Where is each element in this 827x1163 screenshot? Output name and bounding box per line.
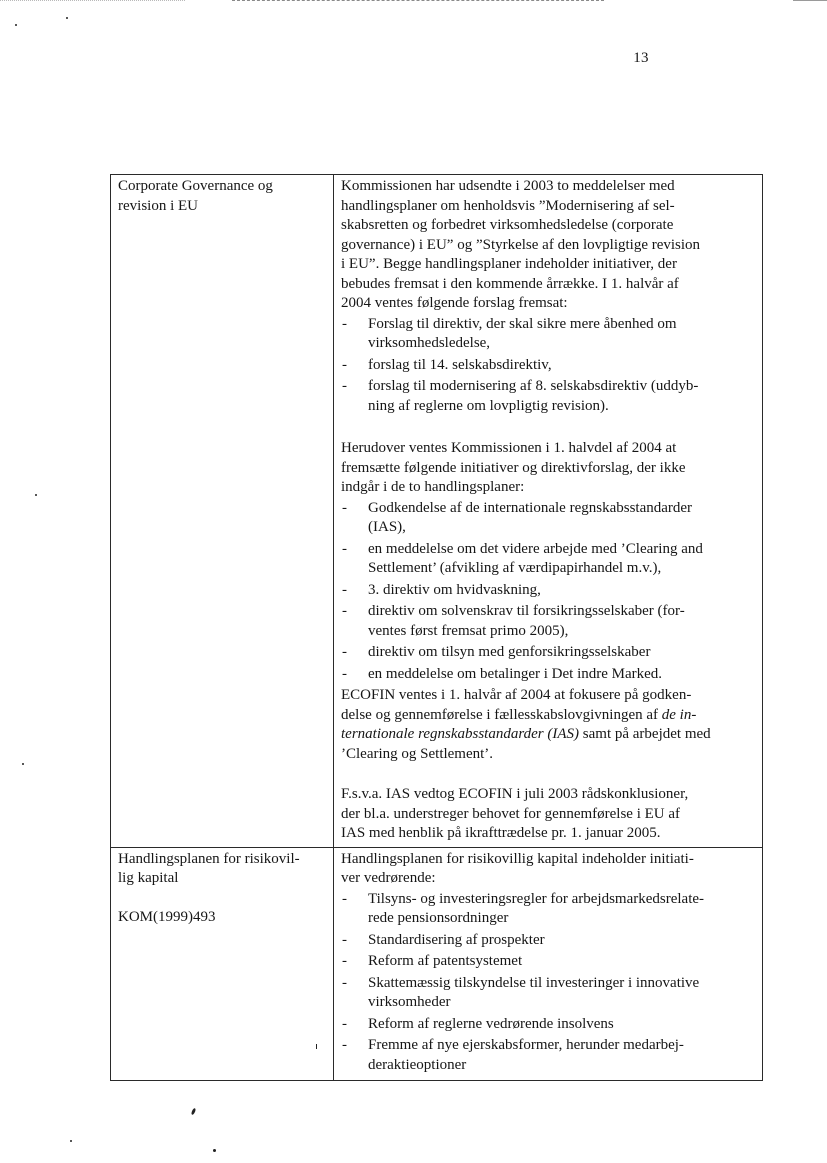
list-item	[341, 665, 758, 685]
topic-cell	[111, 175, 334, 848]
paragraph-text: ECOFIN ventes i 1. halvår af 2004 at fokusere på godken- delse og gennemførelse i fællesskabslovgivningen af	[341, 687, 692, 723]
paragraph: Handlingsplanen for risikovillig kapital indeholder initiati- ver vedrørende:	[341, 850, 694, 886]
list-item	[341, 1036, 758, 1075]
dash-bullet-icon: -	[342, 931, 347, 948]
description-cell	[334, 175, 763, 848]
page-number: 13	[633, 50, 649, 66]
dash-bullet-icon: -	[342, 890, 347, 907]
dash-bullet-icon: -	[342, 603, 347, 619]
dash-bullet-icon: -	[342, 1037, 347, 1053]
list-item-text: Fremme af nye ejerskabsformer, herunder medarbej- deraktieoptioner	[368, 1037, 684, 1073]
dash-bullet-icon: -	[342, 315, 347, 332]
dash-bullet-icon: -	[342, 953, 347, 969]
scan-speck	[191, 1108, 197, 1116]
paragraph-spacer	[341, 418, 758, 439]
list-item	[341, 602, 758, 641]
topic-title: Corporate Governance og revision i EU	[118, 178, 273, 214]
dash-bullet-icon: -	[342, 644, 347, 660]
dash-list	[341, 499, 758, 685]
dash-bullet-icon: -	[342, 356, 347, 373]
list-item-text: en meddelelse om betalinger i Det indre Marked.	[368, 665, 663, 682]
list-item	[341, 890, 758, 929]
scan-speck	[70, 1140, 72, 1142]
italic-term: de in- ternationale regnskabsstandarder (IAS)	[341, 706, 697, 742]
list-item	[341, 540, 758, 579]
list-item	[341, 952, 758, 972]
table-row	[111, 175, 763, 848]
list-item-text: direktiv om solvenskrav til forsikringsselskaber (for- ventes først fremsat primo 2005),	[368, 603, 685, 639]
table-row	[111, 847, 763, 1081]
list-item	[341, 356, 758, 376]
list-item-text: Standardisering af prospekter	[368, 931, 545, 948]
scan-speck	[35, 494, 37, 496]
list-item	[341, 315, 758, 354]
list-item-text: direktiv om tilsyn med genforsikringsselskaber	[368, 644, 651, 660]
topic-cell	[111, 847, 334, 1081]
scan-speck	[15, 24, 17, 26]
description-cell	[334, 847, 763, 1081]
paragraph-text: samt på arbejdet med ’Clearing og Settlement’.	[341, 726, 711, 762]
scan-speck	[316, 1044, 317, 1049]
list-item-text: Skattemæssig tilskyndelse til investeringer i innovative virksomheder	[368, 974, 700, 1010]
list-item	[341, 974, 758, 1013]
document-reference: KOM(1999)493	[118, 908, 216, 925]
dash-bullet-icon: -	[342, 378, 347, 394]
scan-speck	[22, 763, 24, 765]
dash-bullet-icon: -	[342, 1015, 347, 1032]
paragraph: F.s.v.a. IAS vedtog ECOFIN i juli 2003 rådskonklusioner, der bl.a. understreger behovet for gennemførelse i EU af IAS med henblik på ikrafttrædelse pr. 1. januar 2005.	[341, 786, 689, 841]
list-item-text: forslag til modernisering af 8. selskabsdirektiv (uddyb- ning af reglerne om lovpligtig revision).	[368, 378, 699, 414]
dash-list	[341, 890, 758, 1076]
scan-edge-mark	[232, 0, 604, 1]
list-item-text: Godkendelse af de internationale regnskabsstandarder (IAS),	[368, 499, 693, 535]
list-item-text: Tilsyns- og investeringsregler for arbejdsmarkedsrelate- rede pensionsordninger	[368, 890, 705, 926]
dash-bullet-icon: -	[342, 974, 347, 991]
paragraph: Kommissionen har udsendte i 2003 to meddelelser med handlingsplaner om henholdsvis ”Modernisering af sel- skabsretten og forbedret virksomhedsledelse (corporate governance) i EU” og ”Styrkelse af den lovpligtige revision i EU”. Begge handlingsplaner indeholder initiativer, der bebudes fremsat i den kommende årrække. I 1. halvår af 2004 ventes følgende forslag fremsat:	[341, 178, 701, 311]
list-item-text: forslag til 14. selskabsdirektiv,	[368, 356, 552, 373]
paragraph	[341, 686, 758, 764]
list-item-text: Reform af patentsystemet	[368, 953, 523, 969]
policy-table-body	[111, 175, 763, 1081]
paragraph: Herudover ventes Kommissionen i 1. halvdel af 2004 at fremsætte følgende initiativer og direktivforslag, der ikke indgår i de to handlingsplaner:	[341, 440, 686, 495]
dash-bullet-icon: -	[342, 581, 347, 598]
list-item	[341, 581, 758, 601]
list-item	[341, 377, 758, 416]
scan-speck	[66, 17, 68, 19]
dash-bullet-icon: -	[342, 665, 347, 682]
dash-list	[341, 315, 758, 417]
dash-bullet-icon: -	[342, 540, 347, 557]
list-item	[341, 1015, 758, 1035]
list-item-text: 3. direktiv om hvidvaskning,	[368, 581, 541, 598]
list-item	[341, 931, 758, 951]
policy-table	[110, 174, 763, 1081]
list-item	[341, 643, 758, 663]
scan-edge-mark	[793, 0, 827, 1]
scan-speck	[213, 1149, 216, 1152]
list-item	[341, 499, 758, 538]
dash-bullet-icon: -	[342, 499, 347, 516]
paragraph-spacer	[341, 764, 758, 785]
list-item-text: Forslag til direktiv, der skal sikre mere åbenhed om virksomhedsledelse,	[368, 315, 677, 351]
scan-edge-mark	[0, 0, 185, 1]
list-item-text: en meddelelse om det videre arbejde med ’Clearing and Settlement’ (afvikling af værdipapirhandel m.v.),	[368, 540, 703, 576]
list-item-text: Reform af reglerne vedrørende insolvens	[368, 1015, 614, 1032]
topic-title: Handlingsplanen for risikovil- lig kapital	[118, 850, 300, 886]
